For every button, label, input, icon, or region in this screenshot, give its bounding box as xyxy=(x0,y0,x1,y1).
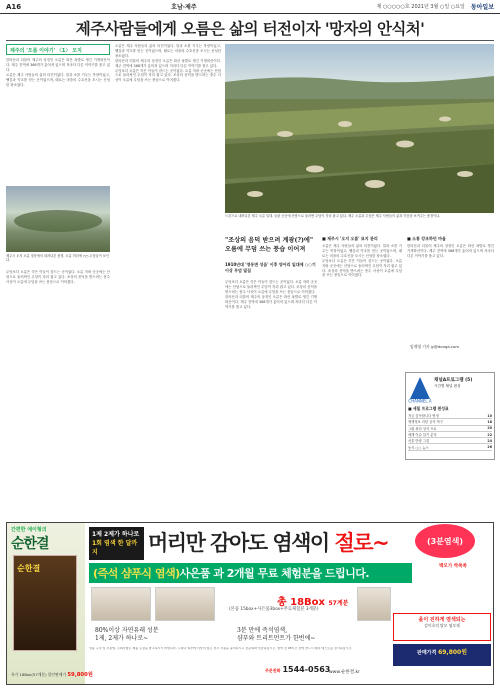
schedule-table xyxy=(408,413,492,451)
phone-label: 주문전화 xyxy=(265,668,281,673)
body-paragraph: 한라산과 더불어 제주의 상징인 오름은 화산 폭발로 생긴 기생화산이다. 제주 전역에 368개가 흩어져 있으며 저마다 다른 이야기를 품고 있다. xyxy=(115,58,221,68)
body-paragraph: 무엇보다 오름은 죽은 이들이 잠드는 곳이었다. 오름 자락 곳곳에는 산담으로 둘러싸인 무덤이 자리 잡고 있다. 조상의 음덕을 받으려는 풍수 사상이 오름에 무덤을 쓰는 풍습으로 이어졌다. xyxy=(6,270,110,284)
ad-slogan-part-1: 머리만 감아도 염색이 xyxy=(148,531,335,555)
body-column-1 xyxy=(6,58,110,184)
ad-offer-prefix: (즉석 샴푸식 염색) xyxy=(93,567,180,580)
schedule-row: 세계 이슈 알기 분석 22 xyxy=(408,432,492,438)
ad-caption-2-line-2: 샴푸와 트리트먼트가 한번에~ xyxy=(237,635,316,642)
ad-count-suffix: 57계분 xyxy=(328,600,349,607)
body-paragraph: 오름은 제주 사람들의 삶의 터전이었다. 말과 소를 키우는 목장이었고, 땔감과 약초를 얻는 곳이었으며, 때로는 마을의 수호신을 모시는 신성한 장소였다. xyxy=(322,244,402,258)
oreum-summit-photo xyxy=(6,186,110,252)
body-paragraph: 무엇보다 오름은 죽은 이들이 잠드는 곳이었다. 오름 자락 곳곳에는 산담으로 둘러싸인 무덤이 자리 잡고 있다. 조상의 음덕을 받으려는 풍수 사상이 오름에 무덤을 쓰는 풍습으로 이어졌다. xyxy=(322,258,402,278)
ad-sale-price-box xyxy=(393,644,491,666)
ad-feature-tag xyxy=(89,527,144,560)
body-paragraph: 한라산과 더불어 제주의 상징인 오름은 화산 폭발로 생긴 기생화산이다. 제주 전역에 368개가 흩어져 있으며 저마다 다른 이야기를 품고 있다. xyxy=(407,244,494,258)
article-headline: 제주사람들에게 오름은 삶의 터전이자 '망자의 안식처' xyxy=(75,19,425,38)
body-paragraph: 무엇보다 오름은 죽은 이들이 잠드는 곳이었다. 오름 자락 곳곳에는 산담으로 둘러싸인 무덤이 자리 잡고 있다. 조상의 음덕을 받으려는 풍수 사상이 오름에 무덤을 쓰는 풍습으로 이어졌다. xyxy=(225,280,317,294)
reporter-byline: 임재영 기자 jy@donga.com xyxy=(410,344,460,349)
oreum-aerial-photo xyxy=(225,44,494,213)
schedule-row: 서울 반장 그것 24 xyxy=(408,438,492,444)
newspaper-logo: 동아일보 xyxy=(470,4,494,11)
schedule-row: 생생정보 리턴 공식 야구 18 xyxy=(408,419,492,425)
ad-fine-print: 상품 구성 및 사용법, 주의사항은 제품 포장을 참고하시기 바랍니다. 두피나 피부에 이상이 있는 경우 사용을 중지하시고 전문의와 상담하십시오. 염색 전 48시간 전에 반드시 패치 테스트를 실시하십시오. xyxy=(89,647,353,650)
ad-caption-1 xyxy=(95,627,159,643)
schedule-row: 저금 감독합니다 탐정 10 xyxy=(408,413,492,419)
ad-side-note: 백모가 싹쏙쏙 xyxy=(439,564,467,569)
section-name: 호남·제주 xyxy=(171,4,197,11)
pull-quote: "조상의 음덕 받으려 계광(?)에" 오름에 무덤 쓰는 풍습 이어져 xyxy=(225,237,314,253)
issue-date: 제 ○○○○○호 2021년 3월 ○일 ○요일 xyxy=(376,4,465,10)
main-photo-caption: 드론으로 내려다본 제주 오름 일대. 들판 곳곳에 산담으로 둘러싼 무덤이 자리 잡고 있다. 제주 오름과 무덤은 제주 사람들의 삶과 죽음을 보여주는 풍경이다. xyxy=(225,214,441,218)
product-box-label: 순한결 xyxy=(17,563,41,573)
secondary-product-title: 올이 진하게 염색되는 xyxy=(418,617,466,623)
ad-secondary-product xyxy=(393,613,491,641)
body-paragraph: 무엇보다 오름은 죽은 이들이 잠드는 곳이었다. 오름 자락 곳곳에는 산담으로 둘러싸인 무덤이 자리 잡고 있다. 조상의 음덕을 받으려는 풍수 사상이 오름에 무덤을 쓰는 풍습으로 이어졌다. xyxy=(115,68,221,83)
schedule-row: 동식 ○○ 뉴스 26 xyxy=(408,445,492,450)
body-paragraph: 한라산과 더불어 제주의 상징인 오름은 화산 폭발로 생긴 기생화산이다. 제주 전역에 368개가 흩어져 있으며 저마다 다른 이야기를 품고 있다. xyxy=(225,294,317,309)
ad-count-detail: (본품 15box+사은품3box+무료체험분 3계분) xyxy=(229,607,319,612)
model-photo-1 xyxy=(91,587,151,621)
ad-count-value: 총 18Box xyxy=(277,597,325,608)
body-column-4 xyxy=(322,244,402,518)
schedule-heading: ■ 세밀 프로그램 편성표 xyxy=(408,406,449,411)
ad-caption-1-line-2: 1제, 2제가 하나로~ xyxy=(95,635,149,642)
ad-brand-name: 순한결 xyxy=(11,536,49,552)
ad-caption-2-line-1: 3분 만에 즉석염색, xyxy=(237,627,288,634)
product-photo xyxy=(357,587,391,621)
ad-feature-line-1: 1제 2제가 하나로 xyxy=(92,531,140,538)
footer-price-text: 특가 18Box(57계분) 할인판매가 xyxy=(11,672,68,677)
body-paragraph: 한라산과 더불어 제주의 상징인 오름은 화산 폭발로 생긴 기생화산이다. 제주 전역에 368개가 흩어져 있으며 저마다 다른 이야기를 품고 있다. xyxy=(6,58,110,72)
body-column-5 xyxy=(407,244,494,342)
svg-text:CHANNEL A: CHANNEL A xyxy=(408,398,432,403)
body-column-2 xyxy=(115,44,221,518)
ad-feature-line-2: 1회 염색 한 달까지 xyxy=(92,540,138,556)
headline-divider xyxy=(6,40,494,41)
ad-left-tagline: 간편한 에이형의 xyxy=(11,527,47,533)
page-number: A16 xyxy=(6,2,22,11)
ad-website: www.순한결.kr xyxy=(329,670,360,675)
subheading-3: ■ 소통 강조하던 마을 xyxy=(407,236,446,241)
ad-main-slogan xyxy=(148,527,388,557)
body-column-1b xyxy=(6,270,110,518)
ad-caption-1-line-1: 80%이상 자연유래 성분 xyxy=(95,627,159,634)
channel-a-logo-icon xyxy=(408,375,432,403)
channel-title: 채널A프로그램 (5) xyxy=(434,378,473,383)
mini-photo-caption: 제주시 오지 오름 정상에서 내려다본 풍경. 오름 허리에 ○○ 무덤들이 보인다. xyxy=(6,254,109,263)
ad-slogan-part-2: 절로~ xyxy=(334,531,389,555)
subheading-1: 1910년대 '영동면 성읍' 이후 양어리 일대에 ○○기 이상 무덤 밀집 xyxy=(225,262,316,273)
body-paragraph: 오름은 제주 사람들의 삶의 터전이었다. 말과 소를 키우는 목장이었고, 땔감과 약초를 얻는 곳이었으며, 때로는 마을의 수호신을 모시는 신성한 장소였다. xyxy=(6,72,110,87)
page-header xyxy=(0,0,500,14)
ad-offer-bar xyxy=(89,563,412,583)
hair-dye-advertisement xyxy=(6,522,494,685)
ad-footer-price xyxy=(7,668,257,684)
channel-subtitle: 시간별 채널 편성 xyxy=(434,384,461,388)
order-phone xyxy=(265,665,330,674)
schedule-row: 그림 최다 상식 프로 20 xyxy=(408,426,492,431)
aerial-landscape-image xyxy=(225,44,494,213)
sale-price-label: 판매가격 xyxy=(416,650,437,656)
series-label: 제주의 '오름 이야기' 〈1〉 오지 xyxy=(6,44,110,55)
phone-number: 1544-0563 xyxy=(282,665,331,674)
secondary-product-sub: 감이초의 탈모 염모제 xyxy=(424,623,460,628)
sale-price-value: 69,800원 xyxy=(438,649,468,656)
ad-offer-text: 사은품 과 2개월 무료 체험분을 드립니다. xyxy=(179,567,370,580)
subheading-2: ■ 제주시 '오지 오름' 묘지 관리 xyxy=(322,236,378,241)
ad-caption-2 xyxy=(237,627,315,643)
ad-product-panel xyxy=(7,523,85,684)
body-column-3 xyxy=(225,280,317,518)
body-paragraph: 오름은 제주 사람들의 삶의 터전이었다. 말과 소를 키우는 목장이었고, 땔감과 약초를 얻는 곳이었으며, 때로는 마을의 수호신을 모시는 신성한 장소였다. xyxy=(115,44,221,58)
model-photo-2 xyxy=(155,587,215,621)
three-minute-badge: (3분염색) xyxy=(415,524,475,558)
footer-price-value: 59,800원 xyxy=(67,672,93,678)
